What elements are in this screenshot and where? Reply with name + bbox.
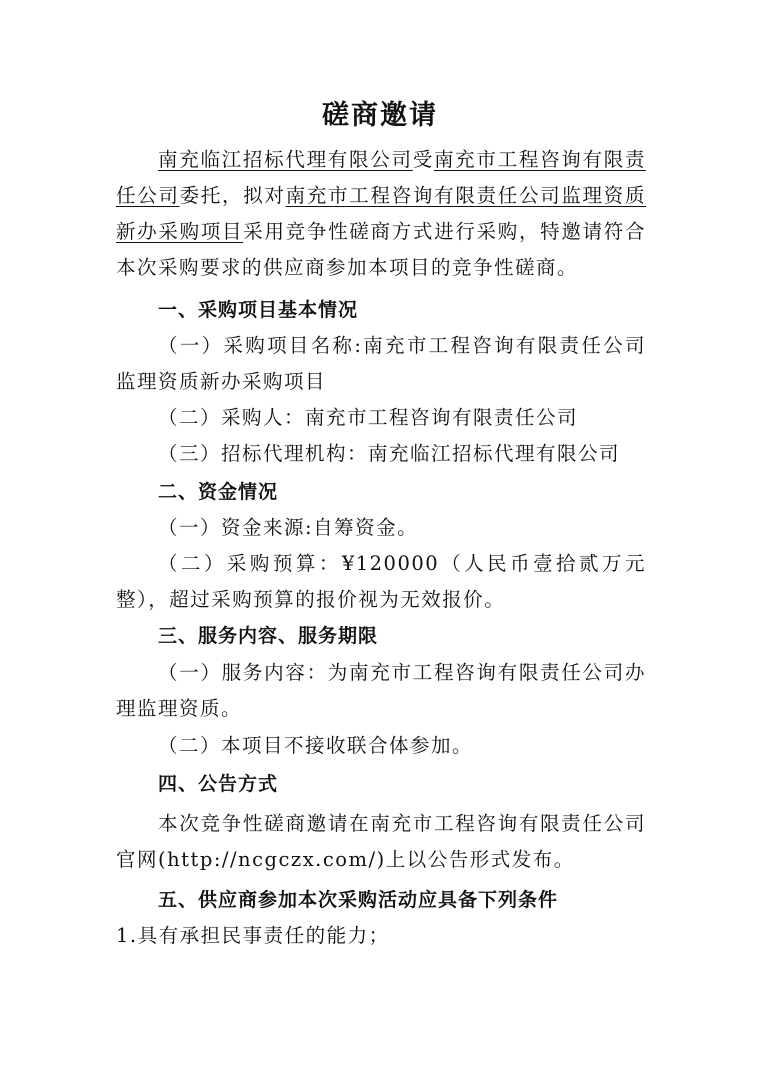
section-3-item-2: （二）本项目不接收联合体参加。 — [158, 734, 474, 757]
intro-text-2: 委托，拟对 — [179, 184, 286, 207]
section-5-item-1: 1.具有承担民事责任的能力； — [116, 924, 390, 947]
intro-text-3: 采用竞争性磋商方式进行采购，特邀请符合本次采购要求的供应商参加本项目的竞争性磋商。 — [116, 220, 646, 279]
section-3-item-1: （一）服务内容：为南充市工程咨询有限责任公司办理监理资质。 — [116, 661, 646, 720]
agent-name: 南充临江招标代理有限公司 — [158, 148, 413, 171]
section-2-item-1: （一）资金来源:自筹资金。 — [158, 516, 419, 539]
section-4-heading: 四、公告方式 — [158, 773, 279, 795]
intro-paragraph — [116, 142, 646, 286]
section-5-heading: 五、供应商参加本次采购活动应具备下列条件 — [158, 889, 559, 911]
client-name: 南充市工程咨询有限责任公司 — [116, 148, 646, 207]
section-4-text: 本次竞争性磋商邀请在南充市工程咨询有限责任公司官网(http://ncgczx.com/)上以公告形式发布。 — [116, 812, 646, 871]
section-1-item-1: （一）采购项目名称:南充市工程咨询有限责任公司监理资质新办采购项目 — [116, 334, 646, 393]
section-1-item-2: （二）采购人：南充市工程咨询有限责任公司 — [158, 406, 579, 429]
intro-text-1: 受 — [412, 148, 434, 171]
section-2-heading: 二、资金情况 — [158, 481, 279, 503]
section-3-heading: 三、服务内容、服务期限 — [158, 625, 379, 647]
document-title: 磋商邀请 — [322, 100, 438, 131]
project-name: 南充市工程咨询有限责任公司监理资质新办采购项目 — [116, 184, 646, 243]
section-1-heading: 一、采购项目基本情况 — [158, 299, 359, 321]
section-2-item-2: （二）采购预算：¥120000（人民币壹拾贰万元整），超过采购预算的报价视为无效报价。 — [116, 552, 646, 611]
section-1-item-3: （三）招标代理机构：南充临江招标代理有限公司 — [158, 442, 621, 465]
